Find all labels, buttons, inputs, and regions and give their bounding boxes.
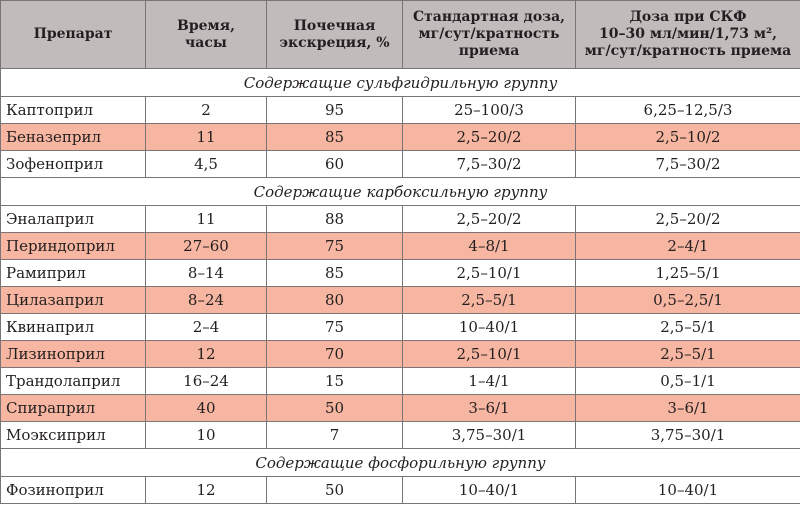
header-line: мг/сут/кратность <box>418 26 560 42</box>
header-line: Доза при СКФ <box>629 9 747 25</box>
renal-excretion-cell: 75 <box>267 314 403 341</box>
drug-name-cell: Спираприл <box>1 395 146 422</box>
renal-excretion-cell: 70 <box>267 341 403 368</box>
time-cell: 8–14 <box>146 260 267 287</box>
drug-name-cell: Фозиноприл <box>1 477 146 504</box>
drug-name-cell: Трандолаприл <box>1 368 146 395</box>
standard-dose-cell: 2,5–20/2 <box>403 206 576 233</box>
gfr-dose-cell: 3–6/1 <box>576 395 800 422</box>
standard-dose-cell: 25–100/3 <box>403 97 576 124</box>
header-standard-dose <box>403 1 576 69</box>
gfr-dose-cell: 0,5–1/1 <box>576 368 800 395</box>
drug-name-cell: Беназеприл <box>1 124 146 151</box>
drug-name-cell: Эналаприл <box>1 206 146 233</box>
header-line: Почечная <box>293 17 376 34</box>
time-cell: 4,5 <box>146 151 267 178</box>
standard-dose-cell: 2,5–10/1 <box>403 341 576 368</box>
drug-name-cell: Квинаприл <box>1 314 146 341</box>
header-row <box>1 1 800 69</box>
table-row <box>1 422 800 449</box>
renal-excretion-cell: 85 <box>267 260 403 287</box>
table-row <box>1 206 800 233</box>
table-header <box>1 1 800 69</box>
renal-excretion-cell: 50 <box>267 477 403 504</box>
group-header-row <box>1 178 800 206</box>
table-row <box>1 151 800 178</box>
standard-dose-cell: 2,5–20/2 <box>403 124 576 151</box>
renal-excretion-cell: 15 <box>267 368 403 395</box>
gfr-dose-cell: 7,5–30/2 <box>576 151 800 178</box>
header-drug <box>1 1 146 69</box>
standard-dose-cell: 7,5–30/2 <box>403 151 576 178</box>
time-cell: 12 <box>146 341 267 368</box>
group-label: Содержащие фосфорильную группу <box>1 449 800 477</box>
time-cell: 27–60 <box>146 233 267 260</box>
table-row <box>1 314 800 341</box>
standard-dose-cell: 2,5–10/1 <box>403 260 576 287</box>
header-line: 10–30 мл/мин/1,73 м², <box>598 26 778 42</box>
header-time-hours <box>146 1 267 69</box>
renal-excretion-cell: 50 <box>267 395 403 422</box>
table-body <box>1 69 800 504</box>
drug-name-cell: Зофеноприл <box>1 151 146 178</box>
table-row <box>1 260 800 287</box>
header-line: экскреция, % <box>279 34 390 51</box>
time-cell: 40 <box>146 395 267 422</box>
header-line: часы <box>185 34 227 51</box>
time-cell: 12 <box>146 477 267 504</box>
renal-excretion-cell: 75 <box>267 233 403 260</box>
table-row <box>1 97 800 124</box>
drug-name-cell: Моэксиприл <box>1 422 146 449</box>
gfr-dose-cell: 3,75–30/1 <box>576 422 800 449</box>
table-row <box>1 287 800 314</box>
time-cell: 2–4 <box>146 314 267 341</box>
gfr-dose-cell: 2,5–5/1 <box>576 341 800 368</box>
time-cell: 16–24 <box>146 368 267 395</box>
time-cell: 8–24 <box>146 287 267 314</box>
table-row <box>1 395 800 422</box>
gfr-dose-cell: 1,25–5/1 <box>576 260 800 287</box>
standard-dose-cell: 1–4/1 <box>403 368 576 395</box>
table-row <box>1 368 800 395</box>
header-line: Время, <box>177 17 235 34</box>
time-cell: 11 <box>146 206 267 233</box>
drug-name-cell: Каптоприл <box>1 97 146 124</box>
table-row <box>1 233 800 260</box>
gfr-dose-cell: 2,5–10/2 <box>576 124 800 151</box>
drug-name-cell: Рамиприл <box>1 260 146 287</box>
group-header-row <box>1 69 800 97</box>
drug-name-cell: Периндоприл <box>1 233 146 260</box>
time-cell: 11 <box>146 124 267 151</box>
drug-name-cell: Цилазаприл <box>1 287 146 314</box>
group-label: Содержащие сульфгидрильную группу <box>1 69 800 97</box>
standard-dose-cell: 4–8/1 <box>403 233 576 260</box>
time-cell: 2 <box>146 97 267 124</box>
gfr-dose-cell: 2,5–20/2 <box>576 206 800 233</box>
standard-dose-cell: 10–40/1 <box>403 477 576 504</box>
gfr-dose-cell: 2,5–5/1 <box>576 314 800 341</box>
renal-excretion-cell: 80 <box>267 287 403 314</box>
header-line: Препарат <box>33 26 113 42</box>
standard-dose-cell: 3,75–30/1 <box>403 422 576 449</box>
time-cell: 10 <box>146 422 267 449</box>
renal-excretion-cell: 7 <box>267 422 403 449</box>
table-row <box>1 124 800 151</box>
renal-excretion-cell: 85 <box>267 124 403 151</box>
group-header-row <box>1 449 800 477</box>
header-dose-gfr <box>576 1 800 69</box>
gfr-dose-cell: 6,25–12,5/3 <box>576 97 800 124</box>
table-row <box>1 341 800 368</box>
header-line: Стандартная доза, <box>412 9 566 25</box>
drug-name-cell: Лизиноприл <box>1 341 146 368</box>
renal-excretion-cell: 60 <box>267 151 403 178</box>
gfr-dose-cell: 0,5–2,5/1 <box>576 287 800 314</box>
standard-dose-cell: 10–40/1 <box>403 314 576 341</box>
gfr-dose-cell: 2–4/1 <box>576 233 800 260</box>
group-label: Содержащие карбоксильную группу <box>1 178 800 206</box>
header-line: мг/сут/кратность приема <box>584 43 792 59</box>
renal-excretion-cell: 95 <box>267 97 403 124</box>
renal-excretion-cell: 88 <box>267 206 403 233</box>
header-line: приема <box>458 43 520 59</box>
table-row <box>1 477 800 504</box>
standard-dose-cell: 2,5–5/1 <box>403 287 576 314</box>
standard-dose-cell: 3–6/1 <box>403 395 576 422</box>
header-renal-excretion <box>267 1 403 69</box>
gfr-dose-cell: 10–40/1 <box>576 477 800 504</box>
